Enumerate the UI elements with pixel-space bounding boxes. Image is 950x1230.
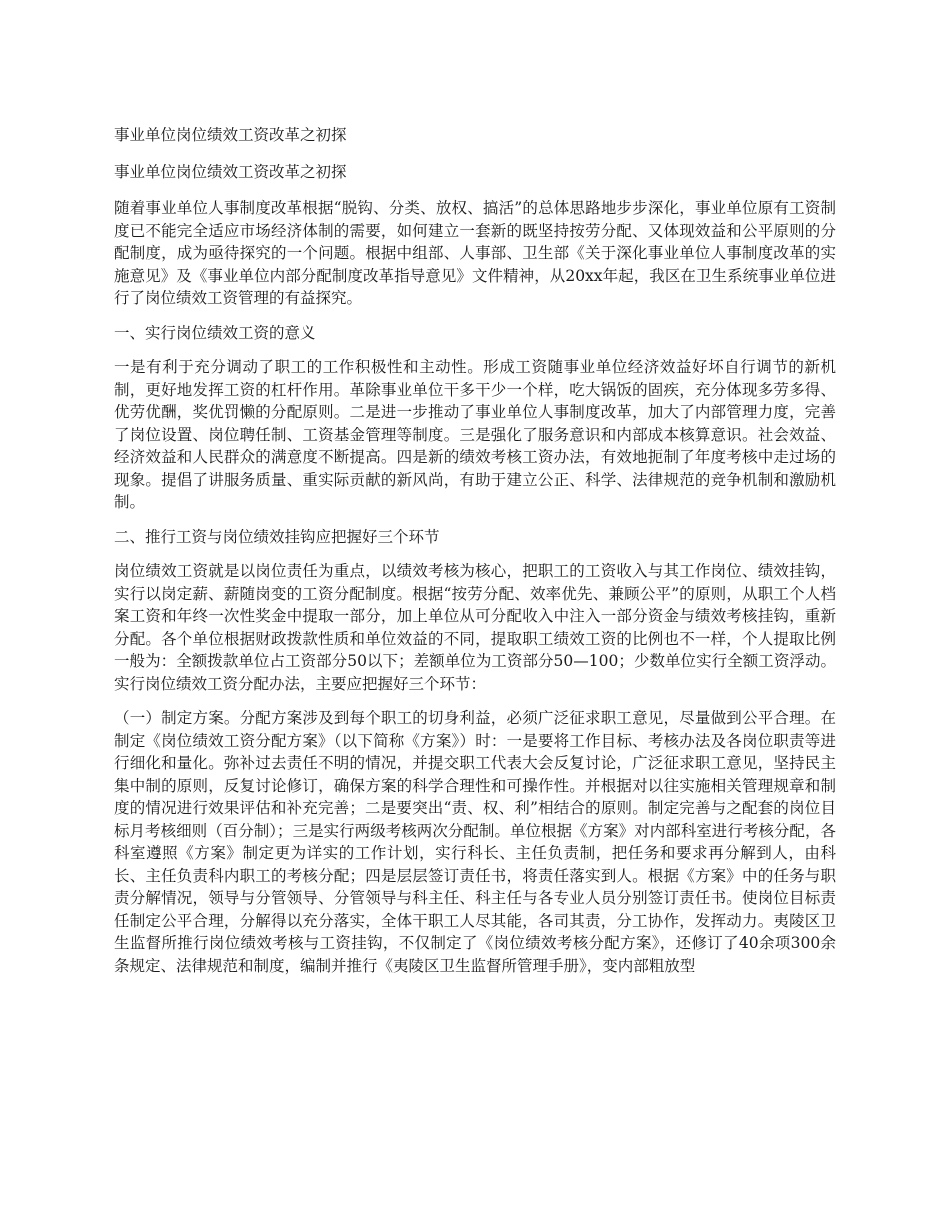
document-subtitle: 事业单位岗位绩效工资改革之初探 [114,162,347,181]
paragraph-definition: 岗位绩效工资就是以岗位责任为重点，以绩效考核为核心，把职工的工资收入与其工作岗位、绩效挂钩，实行以岗定薪、薪随岗变的工资分配制度。根据“按劳分配、效率优先、兼顾公平”的原则，从职工个人档案工资和年终一次性奖金中提取一部分，加上单位从可分配收入中注入一部分资金与绩效考核挂钩，重新分配。各个单位根据财政拨款性质和单位效益的不同，提取职工绩效工资的比例也不一样，个人提取比例一般为：全额拨款单位占工资部分50以下；差额单位为工资部分50—100；少数单位实行全额工资浮动。实行岗位绩效工资分配办法，主要应把握好三个环节： [114,562,836,693]
paragraph-intro: 随着事业单位人事制度改革根据“脱钩、分类、放权、搞活”的总体思路地步步深化，事业单位原有工资制度已不能完全适应市场经济体制的需要，如何建立一套新的既坚持按劳分配、又体现效益和公平原则的分配制度，成为亟待探究的一个问题。根据中组部、人事部、卫生部《关于深化事业单位人事制度改革的实施意见》及《事业单位内部分配制度改革指导意见》文件精神，从20xx年起，我区在卫生系统事业单位进行了岗位绩效工资管理的有益探究。 [114,199,836,307]
section-heading-2: 二、推行工资与岗位绩效挂钩应把握好三个环节 [114,527,440,546]
section-heading-1: 一、实行岗位绩效工资的意义 [114,323,316,342]
paragraph-significance: 一是有利于充分调动了职工的工作积极性和主动性。形成工资随事业单位经济效益好坏自行调节的新机制，更好地发挥工资的杠杆作用。革除事业单位干多干少一个样，吃大锅饭的固疾，充分体现多劳多得、优劳优酬，奖优罚懒的分配原则。二是进一步推动了事业单位人事制度改革，加大了内部管理力度，完善了岗位设置、岗位聘任制、工资基金管理等制度。三是强化了服务意识和内部成本核算意识。社会效益、经济效益和人民群众的满意度不断提高。四是新的绩效考核工资办法，有效地扼制了年度考核中走过场的现象。提倡了讲服务质量、重实际贡献的新风尚，有助于建立公正、科学、法律规范的竞争机制和激励机制。 [114,358,836,511]
paragraph-plan: （一）制定方案。分配方案涉及到每个职工的切身利益，必须广泛征求职工意见，尽量做到公平合理。在制定《岗位绩效工资分配方案》（以下简称《方案》）时：一是要将工作目标、考核办法及各岗位职责等进行细化和量化。弥补过去责任不明的情况，并提交职工代表大会反复讨论，广泛征求职工意见，坚持民主集中制的原则，反复讨论修订，确保方案的科学合理性和可操作性。并根据对以往实施相关管理规章和制度的情况进行效果评估和补充完善；二是要突出“责、权、利”相结合的原则。制定完善与之配套的岗位目标月考核细则（百分制）；三是实行两级考核两次分配制。单位根据《方案》对内部科室进行考核分配，各科室遵照《方案》制定更为详实的工作计划，实行科长、主任负责制，把任务和要求再分解到人，由科长、主任负责科内职工的考核分配；四是层层签订责任书，将责任落实到人。根据《方案》中的任务与职责分解情况，领导与分管领导、分管领导与科主任、科主任与各专业人员分别签订责任书。使岗位目标责任制定公平合理，分解得以充分落实，全体干职工人尽其能，各司其责，分工协作，发挥动力。夷陵区卫生监督所推行岗位绩效考核与工资挂钩，不仅制定了《岗位绩效考核分配方案》，还修订了40余项300余条规定、法律规范和制度，编制并推行《夷陵区卫生监督所管理手册》，变内部粗放型 [114,709,836,975]
document-title: 事业单位岗位绩效工资改革之初探 [114,126,347,144]
document-page [114,124,836,989]
